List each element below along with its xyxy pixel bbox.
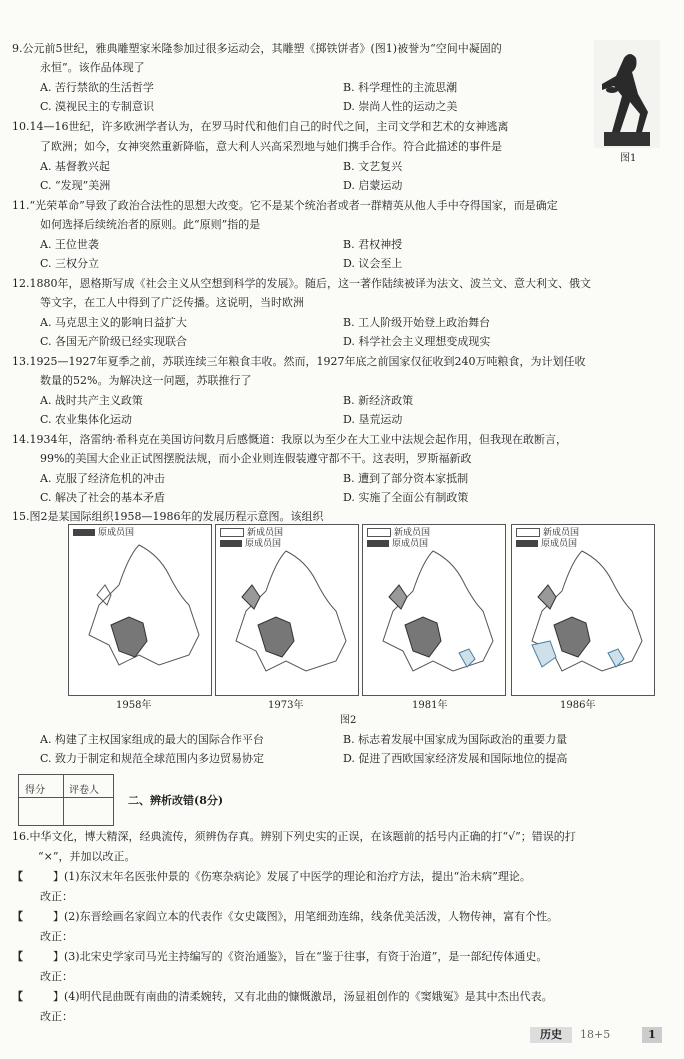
- answer-bracket[interactable]: 【: [12, 950, 23, 963]
- q13-stem-line1: 13.1925—1927年夏季之前，苏联连续三年粮食丰收。然而，1927年底之前国家仅征收到240万吨粮食，为计划任收: [12, 355, 586, 368]
- q14-option-d: D. 实施了全面公有制政策: [343, 491, 469, 504]
- q16-correction-2: 改正：: [40, 930, 73, 943]
- score-box-divider: [63, 775, 64, 825]
- q15-stem: 15.图2是某国际组织1958—1986年的发展历程示意图。该组织: [12, 510, 324, 523]
- q9-option-c: C. 漠视民主的专制意识: [40, 100, 155, 113]
- q16-item-4: [12, 990, 553, 1004]
- section2-title: 二、辨析改错(8分): [128, 794, 224, 807]
- map-1958: [68, 524, 212, 696]
- map-1986: [511, 524, 655, 696]
- map-1981: [362, 524, 506, 696]
- q16-stem-line2: “×”，并加以改正。: [38, 850, 136, 863]
- q15-option-b: B. 标志着发展中国家成为国际政治的重要力量: [343, 733, 568, 746]
- q15-option-a: A. 构建了主权国家组成的最大的国际合作平台: [40, 733, 264, 746]
- q16-item-text: 】(2)东晋绘画名家阎立本的代表作《女史箴图》，用笔细劲连绵，线条优美活泼，人物传神，富有个性。: [53, 910, 559, 923]
- q12-option-d: D. 科学社会主义理想变成现实: [343, 335, 491, 348]
- q16-stem-line1: 16.中华文化，博大精深，经典流传，须辨伪存真。辨别下列史实的正误，在该题前的括号内正确的打“√”；错误的打: [12, 830, 576, 843]
- q12-option-a: A. 马克思主义的影响日益扩大: [40, 316, 187, 329]
- q14-stem-line2: 99%的美国大企业正试图摆脱法规，而小企业则连假装遵守都不干。这表明，罗斯福新政: [40, 452, 472, 465]
- q13-option-d: D. 垦荒运动: [343, 413, 403, 426]
- q10-stem-line2: 了欧洲；如今，女神突然重新降临，意大利人兴高采烈地与她们携手合作。符合此描述的事件是: [40, 140, 502, 153]
- map-1973-year: 1973年: [268, 700, 304, 711]
- q10-stem-line1: 10.14—16世纪，许多欧洲学者认为，在罗马时代和他们自己的时代之间，主司文学和艺术的女神逃离: [12, 120, 509, 133]
- q10-option-d: D. 启蒙运动: [343, 179, 403, 192]
- answer-bracket[interactable]: 【: [12, 870, 23, 883]
- legend-label: 新成员国: [394, 528, 431, 538]
- legend-label: 原成员国: [98, 528, 135, 538]
- q11-stem-line1: 11.“光荣革命”导致了政治合法性的思想大改变。它不是某个统治者或者一群精英从他人手中夺得国家，而是确定: [12, 199, 558, 212]
- map-1981-year: 1981年: [412, 700, 448, 711]
- q14-option-b: B. 遭到了部分资本家抵制: [343, 472, 469, 485]
- map-1958-year: 1958年: [116, 700, 152, 711]
- q9-option-d: D. 崇尚人性的运动之美: [343, 100, 458, 113]
- q16-item-3: [12, 950, 547, 964]
- legend-label: 新成员国: [247, 528, 284, 538]
- map-1986-year: 1986年: [560, 700, 596, 711]
- q9-option-a: A. 苦行禁欲的生活哲学: [40, 81, 154, 94]
- legend-label: 原成员国: [392, 539, 429, 549]
- q16-correction-3: 改正：: [40, 970, 73, 983]
- page-number: 1: [642, 1027, 662, 1043]
- q12-stem-line2: 等文字，在工人中得到了广泛传播。这说明，当时欧洲: [40, 296, 304, 309]
- q10-option-a: A. 基督教兴起: [40, 160, 110, 173]
- legend-label: 新成员国: [543, 528, 580, 538]
- figure1-caption: 图1: [620, 153, 637, 164]
- q9-stem-line2: 永恒”。该作品体现了: [40, 61, 145, 74]
- q11-option-a: A. 王位世袭: [40, 238, 99, 251]
- score-label: 得分: [25, 785, 45, 796]
- q13-stem-line2: 数量的52%。为解决这一问题，苏联推行了: [40, 374, 252, 387]
- legend-label: 原成员国: [245, 539, 282, 549]
- q11-option-c: C. 三权分立: [40, 257, 100, 270]
- grader-label: 评卷人: [69, 785, 99, 796]
- q16-item-1: [12, 870, 531, 884]
- q9-stem-line1: 9.公元前5世纪，雅典雕塑家米隆参加过很多运动会，其雕塑《掷铁饼者》(图1)被誉为“空间中凝固的: [12, 42, 502, 55]
- subject-label: 历史: [530, 1027, 572, 1043]
- q11-option-b: B. 君权神授: [343, 238, 403, 251]
- legend-label: 原成员国: [541, 539, 578, 549]
- q13-option-b: B. 新经济政策: [343, 394, 414, 407]
- figure2-caption: 图2: [340, 715, 357, 726]
- q16-correction-4: 改正：: [40, 1010, 73, 1023]
- q13-option-a: A. 战时共产主义政策: [40, 394, 143, 407]
- q12-option-c: C. 各国无产阶级已经实现联合: [40, 335, 188, 348]
- q12-stem-line1: 12.1880年，恩格斯写成《社会主义从空想到科学的发展》。随后，这一著作陆续被译为法文、波兰文、意大利文、俄文: [12, 277, 591, 290]
- map-1973: [215, 524, 359, 696]
- q15-option-d: D. 促进了西欧国家经济发展和国际地位的提高: [343, 752, 568, 765]
- score-box: [18, 774, 114, 826]
- q16-item-text: 】(4)明代昆曲既有南曲的清柔婉转，又有北曲的慷慨激昂，汤显祖创作的《窦娥冤》是其中杰出代表。: [53, 990, 553, 1003]
- q11-option-d: D. 议会至上: [343, 257, 403, 270]
- q10-option-b: B. 文艺复兴: [343, 160, 403, 173]
- q14-option-c: C. 解决了社会的基本矛盾: [40, 491, 166, 504]
- q11-stem-line2: 如何选择后续统治者的原则。此“原则”指的是: [40, 218, 261, 231]
- q14-option-a: A. 克服了经济危机的冲击: [40, 472, 165, 485]
- q15-option-c: C. 致力于制定和规范全球范围内多边贸易协定: [40, 752, 265, 765]
- paper-code: 18+5: [580, 1028, 611, 1041]
- answer-bracket[interactable]: 【: [12, 990, 23, 1003]
- q16-item-text: 】(3)北宋史学家司马光主持编写的《资治通鉴》，旨在“鉴于往事，有资于治道”，是一部纪传体通史。: [53, 950, 548, 963]
- q13-option-c: C. 农业集体化运动: [40, 413, 133, 426]
- answer-bracket[interactable]: 【: [12, 910, 23, 923]
- discus-thrower-image: [594, 40, 660, 148]
- q9-option-b: B. 科学理性的主流思潮: [343, 81, 458, 94]
- q14-stem-line1: 14.1934年，洛雷纳·希科克在美国访问数月后感慨道：我原以为至少在大工业中法规会起作用，但我现在敢断言，: [12, 433, 567, 446]
- q16-item-2: [12, 910, 558, 924]
- q16-item-text: 】(1)东汉末年名医张仲景的《伤寒杂病论》发展了中医学的理论和治疗方法，提出“治未病”理论。: [53, 870, 531, 883]
- q16-correction-1: 改正：: [40, 890, 73, 903]
- q10-option-c: C. “发现”美洲: [40, 179, 111, 192]
- q12-option-b: B. 工人阶级开始登上政治舞台: [343, 316, 491, 329]
- score-box-divider: [19, 797, 113, 798]
